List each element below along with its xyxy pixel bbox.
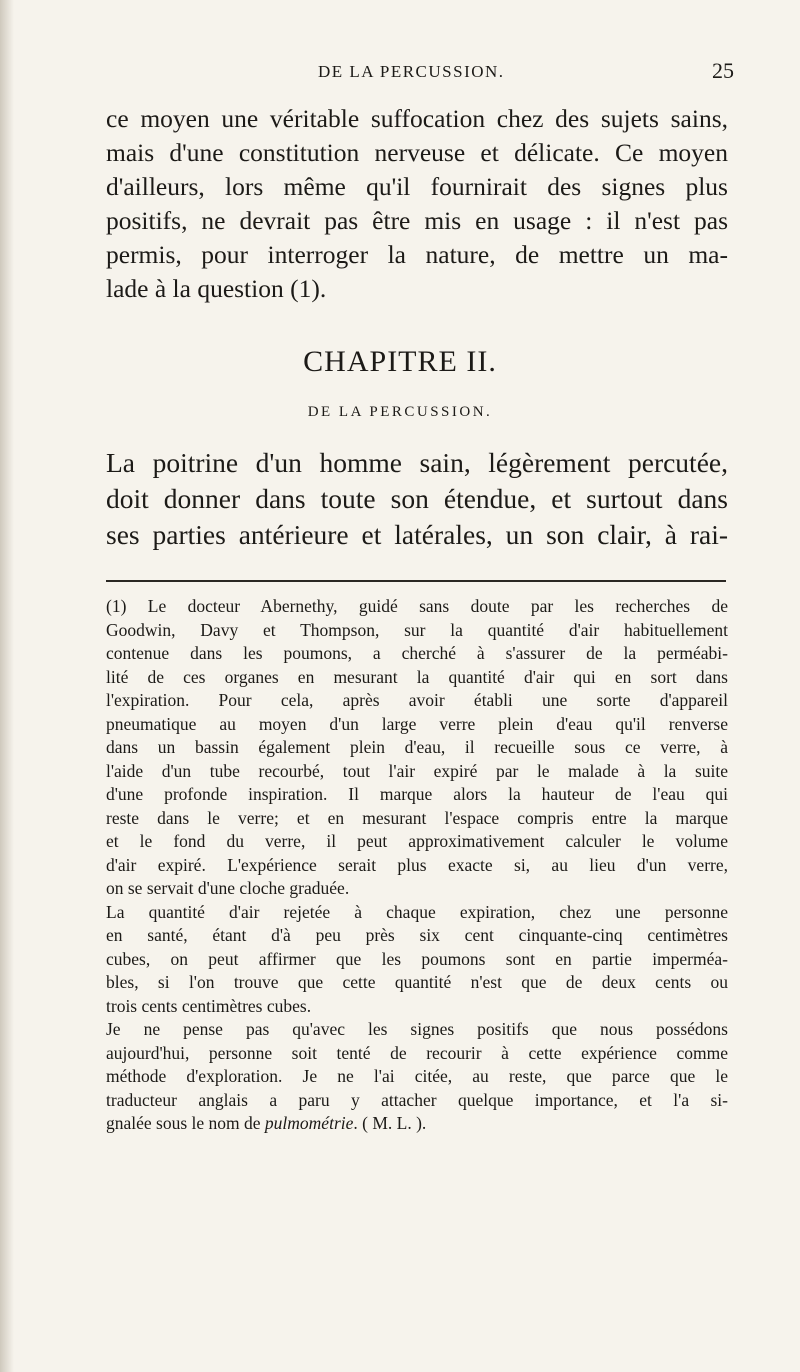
- footnote-line: cubes, on peut affirmer que les poumons sont en partie imperméa-: [106, 948, 728, 969]
- footnote-text: . ( M. L. ).: [353, 1113, 427, 1133]
- footnote-line: contenue dans les poumons, a cherché à s'assurer de la perméabi-: [106, 643, 728, 663]
- footnote-text: gnalée sous le nom de: [106, 1113, 265, 1133]
- running-title: DE LA PERCUSSION.: [318, 62, 505, 81]
- text-line: d'ailleurs, lors même qu'il fournirait des signes plus: [106, 172, 728, 201]
- footnote-line: (1) Le docteur Abernethy, guidé sans doute par les recherches de: [106, 596, 728, 616]
- footnote-line: méthode d'exploration. Je ne l'ai citée, au reste, que parce que le: [106, 1066, 728, 1086]
- pulmometrie-term: pulmométrie: [264, 1113, 354, 1133]
- text-line: La poitrine d'un homme sain, légèrement percutée,: [106, 447, 728, 478]
- footnote-line: et le fond du verre, il peut approximativement calculer le volume: [106, 831, 728, 851]
- footnote-line: d'une profonde inspiration. Il marque alors la hauteur de l'eau qui: [106, 784, 728, 804]
- chapter-subtitle: DE LA PERCUSSION.: [307, 404, 493, 420]
- footnote-line: aujourd'hui, personne soit tenté de recourir à cette expérience comme: [106, 1042, 728, 1063]
- footnote-line: trois cents centimètres cubes.: [106, 995, 312, 1016]
- footnote-line: lité de ces organes en mesurant la quantité d'air qui en sort dans: [106, 666, 728, 687]
- running-head: [0, 58, 800, 88]
- footnote-line: pneumatique au moyen d'un large verre plein d'eau qu'il renverse: [106, 713, 728, 734]
- text-line: lade à la question (1).: [106, 274, 327, 303]
- continuation-paragraph: [106, 102, 728, 306]
- text-line: permis, pour interroger la nature, de mettre un ma-: [106, 240, 728, 269]
- text-line: mais d'une constitution nerveuse et délicate. Ce moyen: [106, 138, 728, 167]
- text-line: doit donner dans toute son étendue, et surtout dans: [106, 483, 728, 514]
- footnote-line: l'aide d'un tube recourbé, tout l'air expiré par le malade à la suite: [106, 760, 728, 781]
- chapter-paragraph: [106, 445, 728, 553]
- binding-shadow: [0, 0, 14, 1372]
- text-line: ses parties antérieure et latérales, un son clair, à rai-: [106, 519, 728, 550]
- footnote-line: Je ne pense pas qu'avec les signes positifs que nous possédons: [106, 1019, 728, 1039]
- footnote-line: l'expiration. Pour cela, après avoir établi une sorte d'appareil: [106, 690, 728, 710]
- chapter-title: CHAPITRE II.: [303, 345, 497, 378]
- page-number: 25: [712, 58, 734, 83]
- footnote-line: traducteur anglais a paru y attacher quelque importance, et l'a si-: [106, 1089, 728, 1110]
- footnote-last-line: [106, 1112, 728, 1136]
- footnote-line: bles, si l'on trouve que cette quantité n'est que de deux cents ou: [106, 972, 728, 992]
- footnote-line: Goodwin, Davy et Thompson, sur la quantité d'air habituellement: [106, 619, 728, 640]
- footnote-line: on se servait d'une cloche graduée.: [106, 878, 350, 898]
- text-line: positifs, ne devrait pas être mis en usage : il n'est pas: [106, 206, 728, 235]
- footnote-line: d'air expiré. L'expérience serait plus exacte si, au lieu d'un verre,: [106, 854, 728, 875]
- footnote-line: La quantité d'air rejetée à chaque expiration, chez une personne: [106, 901, 728, 922]
- footnote-line: dans un bassin également plein d'eau, il recueille sous ce verre, à: [106, 737, 728, 757]
- footnote-line: en santé, étant d'à peu près six cent cinquante-cinq centimètres: [106, 925, 728, 945]
- footnote-separator: [106, 580, 726, 582]
- text-line: ce moyen une véritable suffocation chez des sujets sains,: [106, 104, 728, 133]
- footnote-line: reste dans le verre; et en mesurant l'espace compris entre la marque: [106, 807, 728, 828]
- footnote: [106, 595, 728, 1136]
